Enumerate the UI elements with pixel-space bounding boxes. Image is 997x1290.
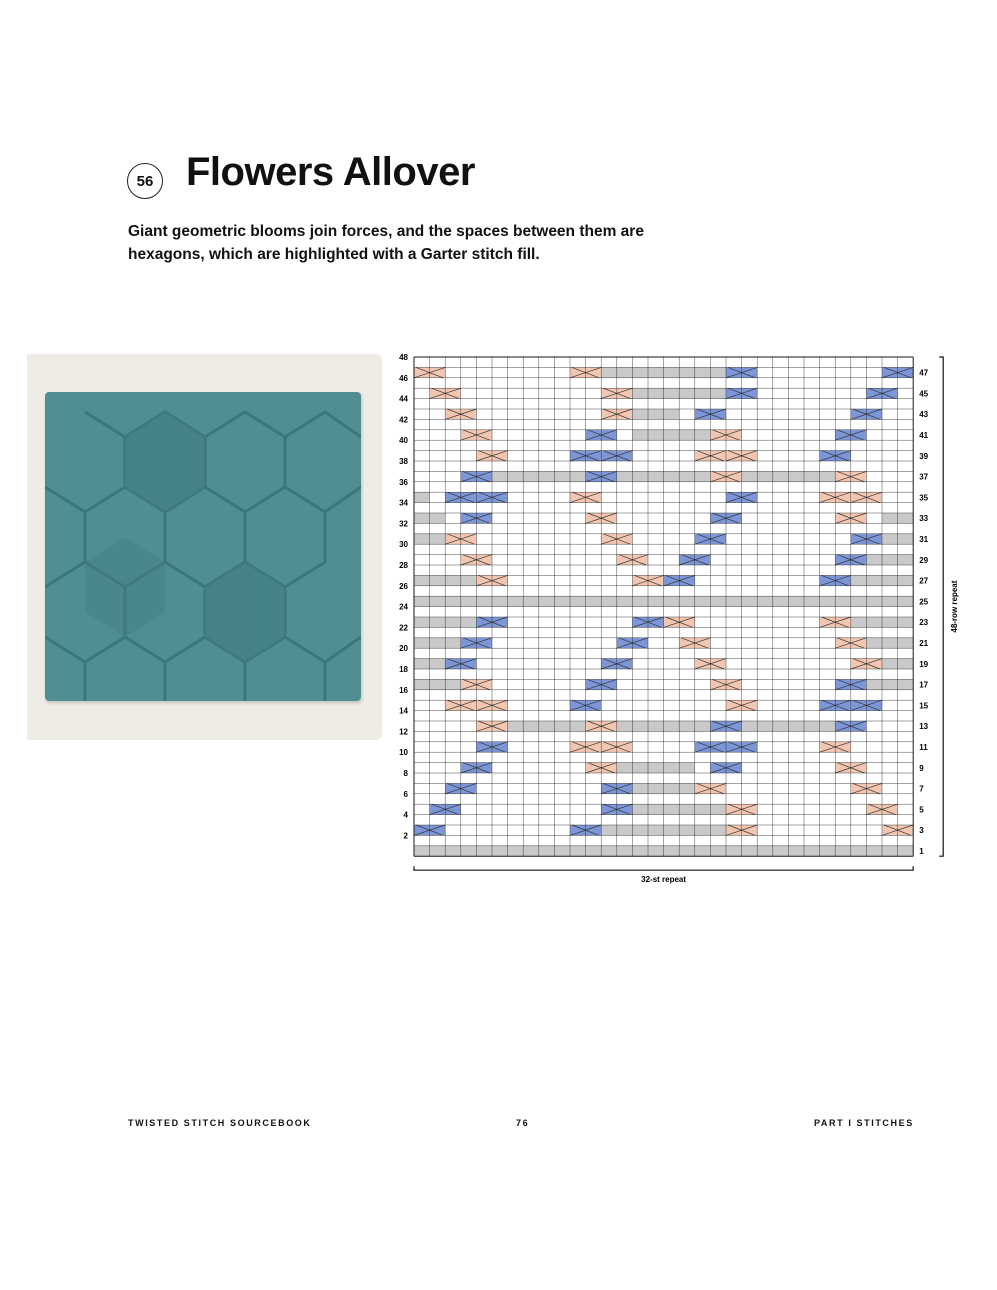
row-number-right: 5 <box>919 805 924 815</box>
row-number-right: 43 <box>919 410 929 420</box>
row-number-left: 12 <box>399 727 408 737</box>
row-number-right: 37 <box>919 472 929 482</box>
row-number-left: 40 <box>399 436 408 446</box>
stitch-repeat-label: 32-st repeat <box>641 875 687 885</box>
row-number-right: 17 <box>919 680 929 690</box>
swatch-pattern <box>45 392 361 701</box>
row-number-right: 11 <box>919 743 928 752</box>
row-number-left: 28 <box>399 561 408 570</box>
row-number-right: 25 <box>919 597 929 607</box>
row-number-right: 7 <box>919 784 924 794</box>
row-number-left: 32 <box>399 519 408 529</box>
row-number-left: 30 <box>399 540 408 550</box>
footer-book-title: TWISTED STITCH SOURCEBOOK <box>128 1118 312 1128</box>
row-number-right: 19 <box>919 659 929 669</box>
purl-band <box>414 679 461 689</box>
row-number-right: 33 <box>919 514 929 524</box>
row-number-right: 45 <box>919 389 929 399</box>
row-number-right: 47 <box>919 368 929 378</box>
row-number-left: 10 <box>399 748 408 758</box>
row-number-right: 35 <box>919 493 929 503</box>
purl-band <box>414 638 461 648</box>
row-number-left: 22 <box>399 623 408 633</box>
row-number-right: 29 <box>919 555 929 565</box>
row-number-right: 9 <box>919 763 924 773</box>
swatch-photo <box>27 354 382 740</box>
row-number-left: 36 <box>399 477 408 487</box>
purl-band <box>866 555 913 565</box>
purl-band <box>632 409 679 419</box>
purl-band <box>866 638 913 648</box>
purl-band <box>866 679 913 689</box>
row-repeat-bracket <box>939 357 943 856</box>
row-number-left: 14 <box>399 706 408 716</box>
row-number-left: 26 <box>399 581 408 591</box>
page-title: Flowers Allover <box>186 150 475 194</box>
chart-svg <box>364 350 964 890</box>
row-number-left: 6 <box>403 789 408 799</box>
row-number-left: 8 <box>403 769 408 778</box>
row-number-right: 41 <box>919 431 929 440</box>
row-number-right: 1 <box>919 847 924 856</box>
page-number-badge: 56 <box>127 163 163 199</box>
row-number-right: 27 <box>919 576 929 586</box>
purl-band <box>632 430 710 440</box>
row-number-left: 44 <box>399 394 408 404</box>
row-number-left: 42 <box>399 415 408 425</box>
row-number-right: 15 <box>919 701 929 711</box>
row-repeat-label: 48-row repeat <box>950 580 960 633</box>
footer-page-number: 76 <box>516 1118 530 1128</box>
row-number-left: 38 <box>399 457 408 466</box>
row-number-left: 48 <box>399 353 408 362</box>
row-number-right: 3 <box>919 826 924 836</box>
row-number-right: 23 <box>919 618 929 628</box>
stitch-repeat-bracket <box>414 866 913 870</box>
knitting-chart <box>364 350 964 895</box>
row-number-left: 20 <box>399 644 408 654</box>
row-number-left: 24 <box>399 602 408 612</box>
row-number-left: 2 <box>403 831 408 841</box>
description: Giant geometric blooms join forces, and the spaces between them are hexagons, which are highlighted with a Garter stitch fill. <box>128 223 644 263</box>
row-number-right: 13 <box>919 722 929 732</box>
row-number-right: 31 <box>919 535 929 544</box>
footer-section: PART I STITCHES <box>814 1118 914 1128</box>
knit-swatch-image <box>45 392 361 701</box>
row-number-left: 16 <box>399 685 408 695</box>
row-number-left: 4 <box>403 810 408 820</box>
row-number-left: 34 <box>399 498 408 508</box>
row-number-right: 21 <box>919 639 929 648</box>
purl-band <box>414 492 430 502</box>
row-number-right: 39 <box>919 451 929 461</box>
row-number-left: 46 <box>399 373 408 383</box>
row-number-left: 18 <box>399 665 408 674</box>
